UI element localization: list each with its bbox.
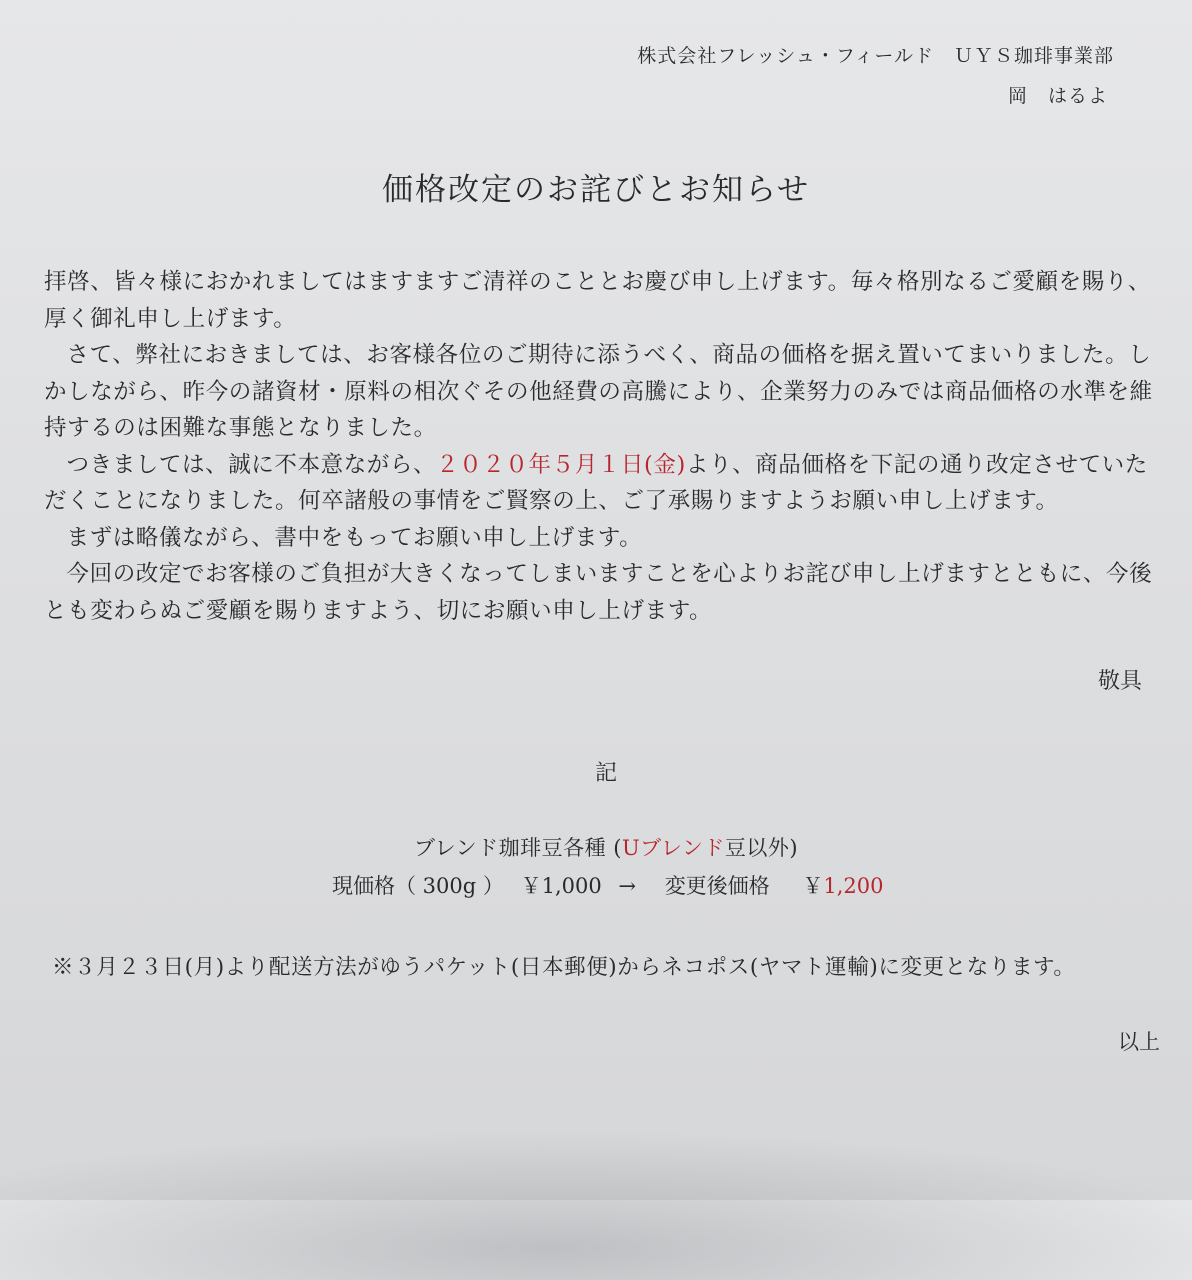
announcement-lead: つきましては、誠に不本意ながら、 — [66, 451, 437, 478]
product-exclusion-open: ( — [613, 836, 622, 860]
document-title: 価格改定のお詫びとお知らせ — [381, 172, 811, 208]
new-price-label: 変更後価格 — [664, 874, 770, 898]
paragraph-request: まずは略儀ながら、書中をもってお願い申し上げます。 — [66, 524, 643, 551]
new-price-value: 1,200 — [823, 874, 884, 898]
price-line — [332, 870, 884, 900]
current-price-label: 現価格（ 300g ） — [332, 874, 504, 898]
end-ijou: 以上 — [1118, 1030, 1160, 1054]
shipping-note: ※３月２３日(月)より配送方法がゆうパケット(日本郵便)からネコポス(ヤマト運輸)に変更となります。 — [52, 955, 1076, 980]
arrow-icon: → — [618, 874, 636, 898]
photo-shadow — [0, 1120, 1192, 1280]
product-line — [0, 832, 1192, 862]
effective-date: ２０２０年５月１日(金) — [436, 451, 686, 478]
product-name: ブレンド珈琲豆各種 — [413, 836, 607, 860]
yen-sign: ￥ — [802, 874, 824, 898]
sender-company: 株式会社フレッシュ・フィールド ＵＹＳ珈琲事業部 — [637, 45, 1114, 67]
product-exclusion-name: Uブレンド — [621, 836, 725, 860]
sender-person: 岡 はるよ — [1007, 85, 1108, 107]
paragraph-announcement — [44, 447, 1154, 520]
product-exclusion-rest: 豆以外) — [724, 836, 799, 860]
current-price-value: ￥1,000 — [520, 874, 602, 898]
paragraph-apology: 今回の改定でお客様のご負担が大きくなってしまいますことを心よりお詫び申し上げますとともに、今後とも変わらぬご愛顧を賜りますよう、切にお願い申し上げます。 — [44, 561, 1153, 624]
sender-block — [637, 36, 1114, 116]
closing-keigu: 敬具 — [1097, 669, 1142, 694]
announcement-rest: より、商品価格を下記の通り改定させていただくことになりました。何卒諸般の事情をご賢察の上、ご了承賜りますようお願い申し上げます。 — [44, 451, 1148, 514]
ki-heading: 記 — [594, 761, 617, 786]
paragraph-background: さて、弊社におきましては、お客様各位のご期待に添うべく、商品の価格を据え置いてまいりました。しかしながら、昨今の諸資材・原料の相次ぐその他経費の高騰により、企業努力のみでは商品価格の水準を維持するのは困難な事態となりました。 — [44, 342, 1153, 441]
paragraph-greeting: 拝啓、皆々様におかれましてはますますご清祥のこととお慶び申し上げます。毎々格別なるご愛顧を賜り、厚く御礼申し上げます。 — [44, 269, 1152, 332]
letter-body — [44, 264, 1154, 629]
